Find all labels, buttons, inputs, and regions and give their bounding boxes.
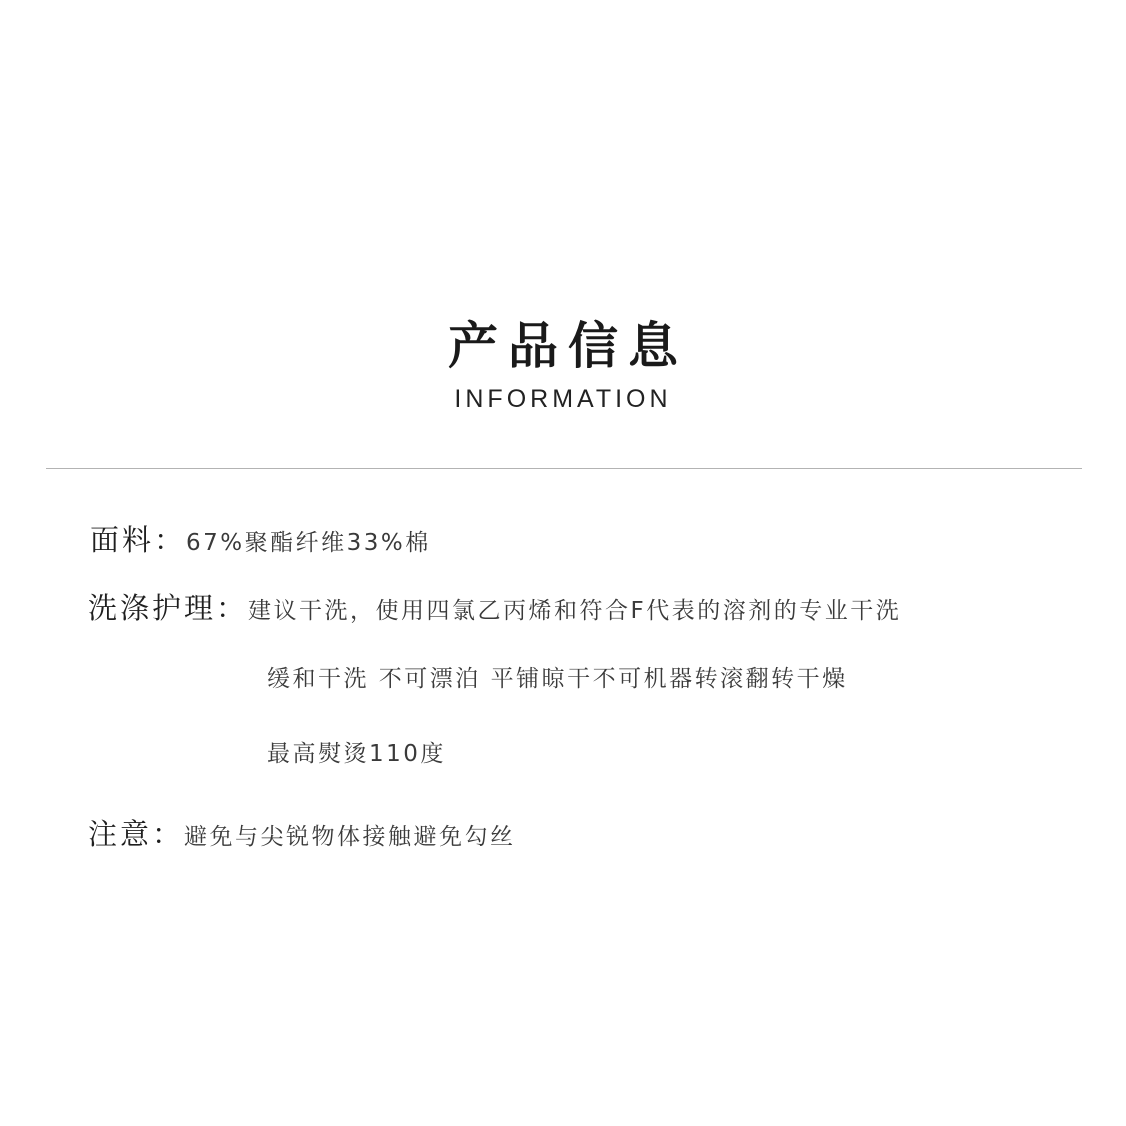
fabric-value: 67%聚酯纤维33%棉 xyxy=(186,530,431,556)
note-value: 避免与尖锐物体接触避免勾丝 xyxy=(184,824,516,850)
note-label: 注意： xyxy=(88,817,185,851)
care-line-3: 最高熨烫110度 xyxy=(267,741,446,767)
fabric-label: 面料： xyxy=(90,523,187,557)
page-title: 产品信息 xyxy=(448,317,688,375)
care-label: 洗涤护理： xyxy=(88,591,249,625)
product-info-header xyxy=(0,314,1126,414)
care-row xyxy=(88,586,901,627)
divider xyxy=(46,468,1082,469)
care-line-1: 建议干洗，使用四氯乙丙烯和符合F代表的溶剂的专业干洗 xyxy=(248,598,902,624)
page-subtitle: INFORMATION xyxy=(454,385,672,413)
note-row xyxy=(88,812,516,853)
fabric-row xyxy=(90,518,431,559)
care-row-2 xyxy=(267,660,848,693)
care-line-2: 缓和干洗 不可漂泊 平铺晾干不可机器转滚翻转干燥 xyxy=(267,666,848,692)
care-row-3 xyxy=(267,735,446,768)
